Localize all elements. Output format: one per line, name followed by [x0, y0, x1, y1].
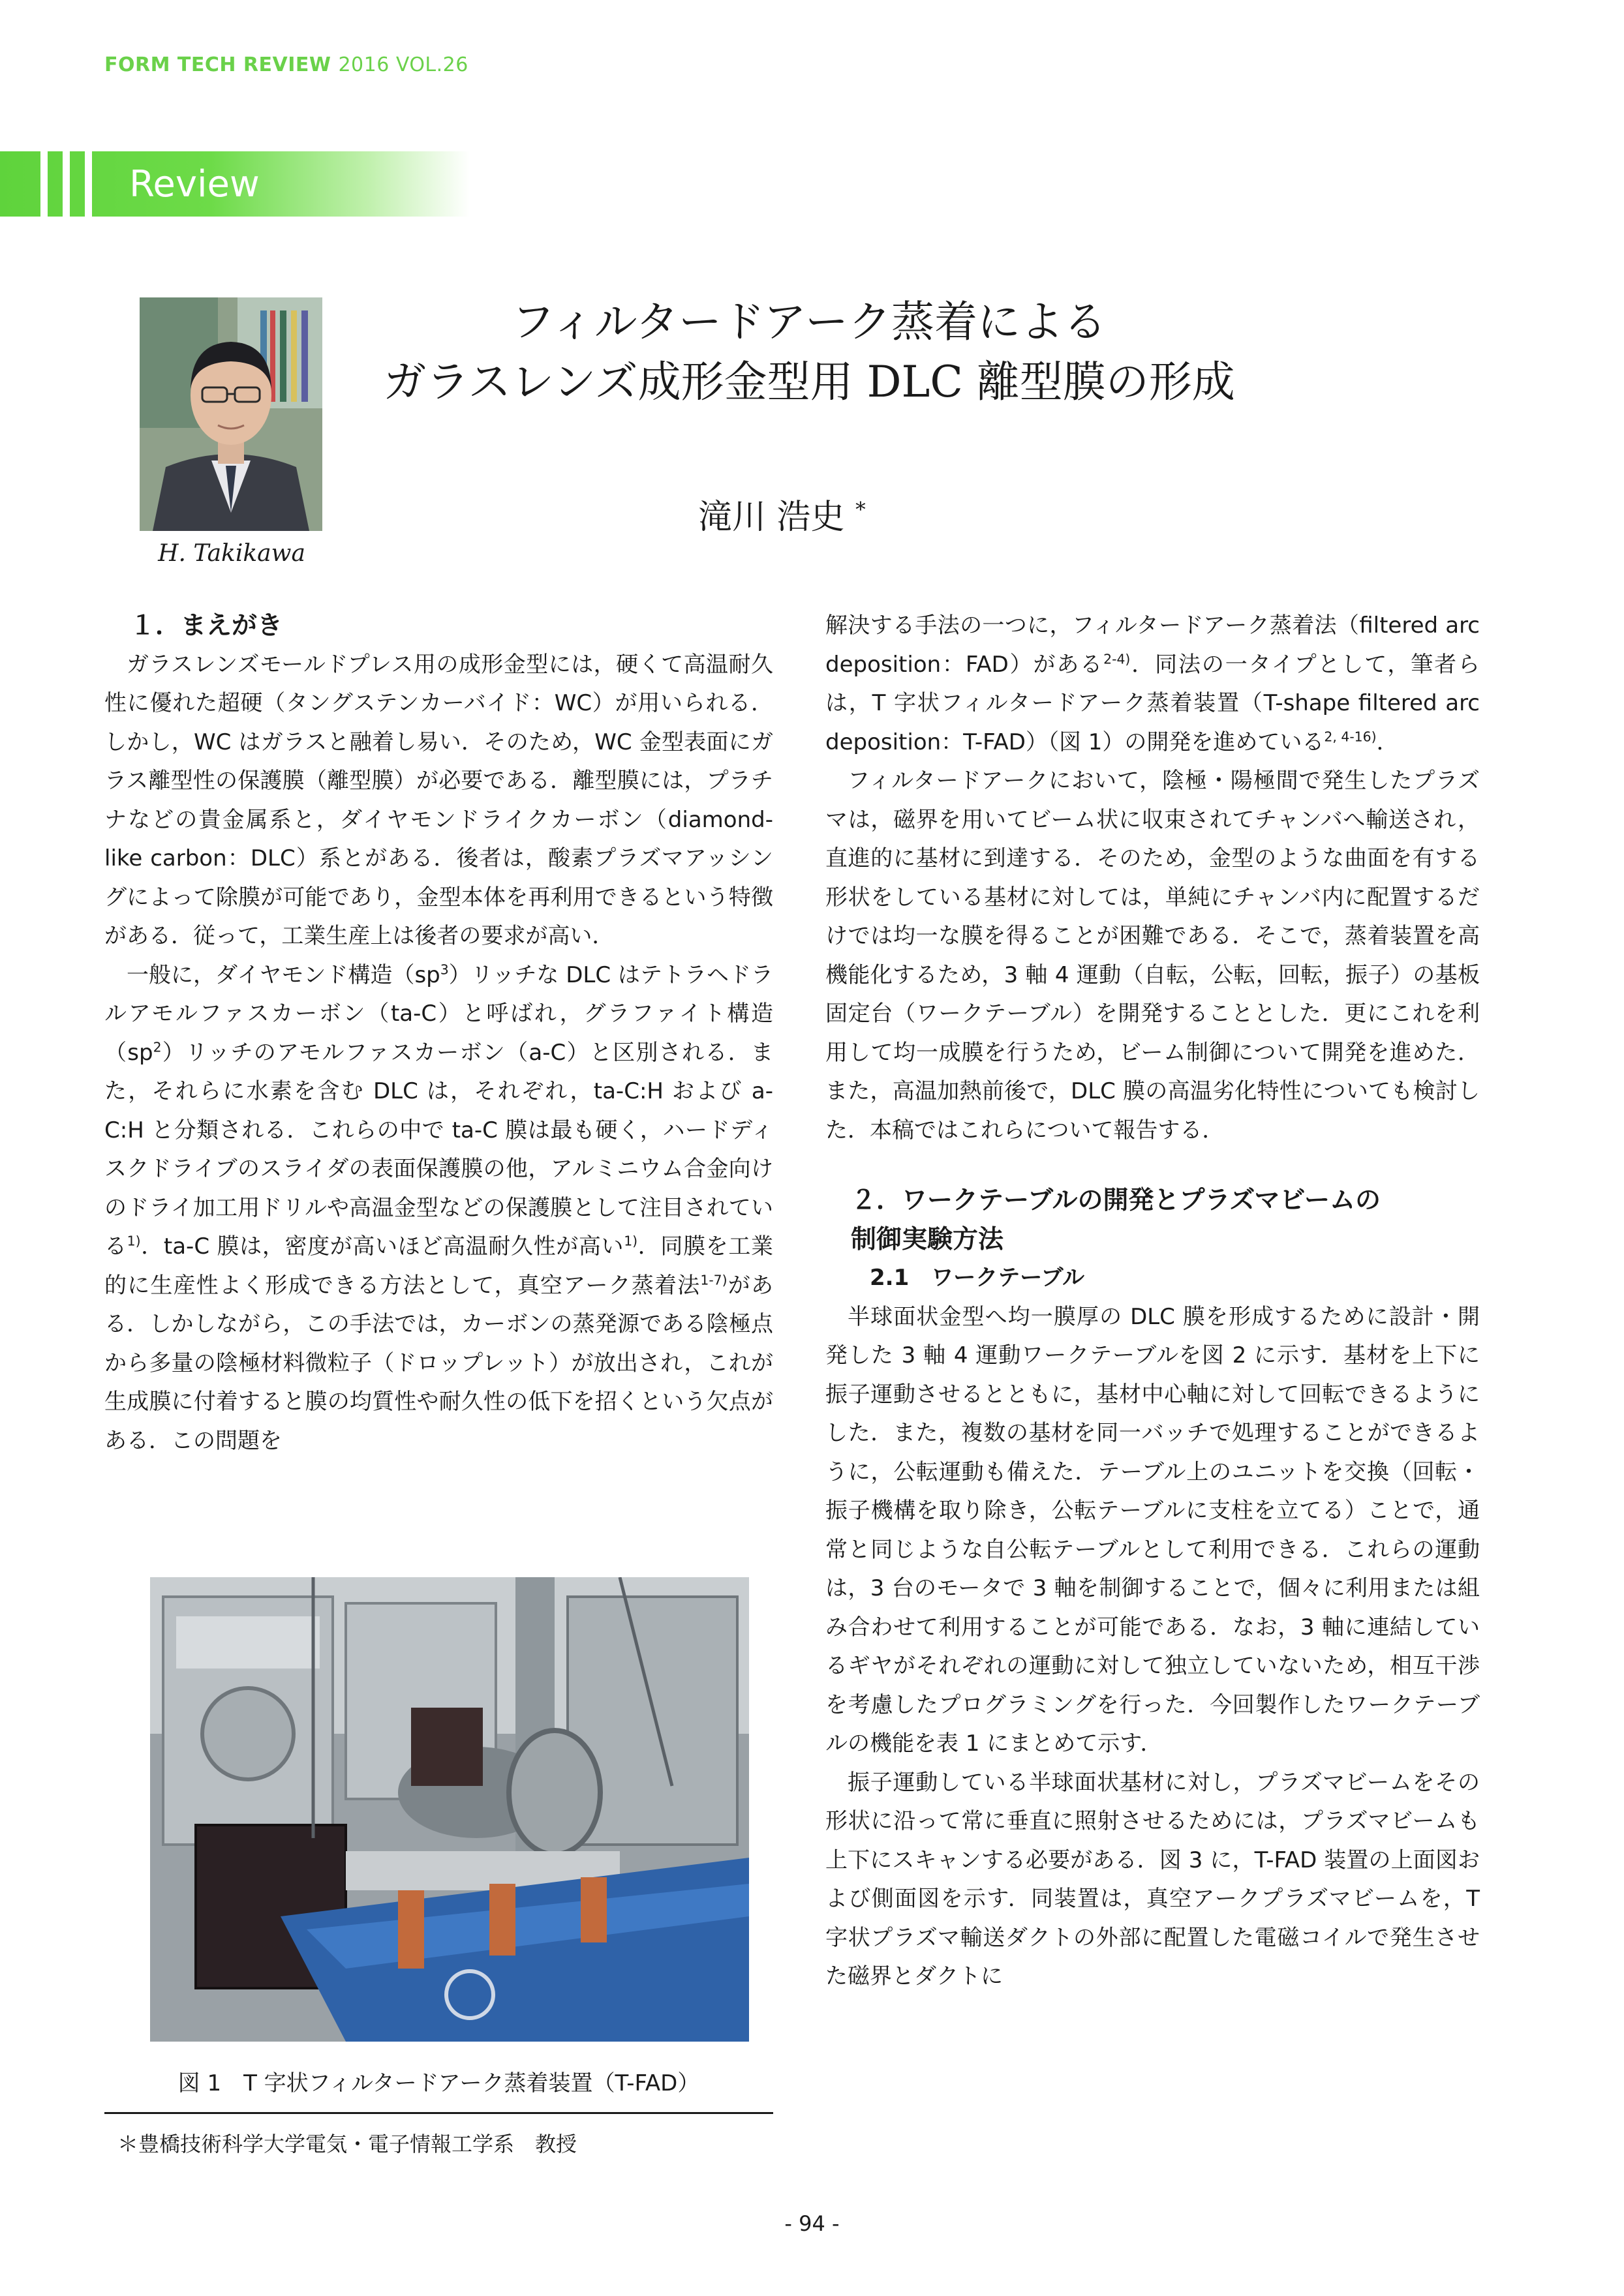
- portrait-caption: H. Takikawa: [158, 540, 305, 567]
- banner-label: Review: [129, 163, 260, 205]
- subsection-2-1-heading: 2.1 ワークテーブル: [870, 1265, 1085, 1291]
- citation: 1): [127, 1233, 141, 1249]
- section-2-heading-line-2: 制御実験方法: [851, 1224, 1004, 1254]
- left-column: [104, 607, 773, 1460]
- citation: 1-7): [700, 1272, 728, 1288]
- text-run: ．: [1376, 729, 1399, 755]
- text-run: 一般に，ダイヤモンド構造（sp: [127, 961, 440, 988]
- page-number: - 94 -: [784, 2211, 840, 2236]
- text-run: がある．しかしながら，この手法では，カーボンの蒸発源である陰極点から多量の陰極材料微粒子（ドロップレット）が放出され，これが生成膜に付着すると膜の均質性や耐久性の低下を招くという欠点がある．この問題を: [104, 1272, 773, 1454]
- right-paragraph-2: フィルタードアークにおいて，陰極・陽極間で発生したプラズマは，磁界を用いてビーム状に収束されてチャンバへ輸送され，直進的に基材に到達する．そのため，金型のような曲面を有する形状をしている基材に対しては，単純にチャンバ内に配置するだけでは均一な膜を得ることが困難である．そこで，蒸着装置を高機能化するため，3 軸 4 運動（自転，公転，回転，振子）の基板固定台（ワークテーブル）を開発することとした．更にこれを利用して均一成膜を行うため，ビーム制御について開発を進めた．また，高温加熱前後で，DLC 膜の高温劣化特性についても検討した．本稿ではこれらについて報告する．: [825, 768, 1480, 1143]
- text-run: ．同法の一タイプとして，筆者らは，T 字状フィルタードアーク蒸着装置（T-shape filtered arc deposition：T-FAD）（図 1）の開発を進めている: [825, 651, 1480, 755]
- subsection-2-1-paragraph-1: 半球面状金型へ均一膜厚の DLC 膜を形成するために設計・開発した 3 軸 4 運動ワークテーブルを図 2 に示す．基材を上下に振子運動させるとともに，基材中心軸に対して回転できるようにした．また，複数の基材を同一バッチで処理することができるように，公転運動も備えた．テーブル上のユニットを交換（回転・振子機構を取り除き，公転テーブルに支柱を立てる）ことで，通常と同じような自公転テーブルとして利用できる．これらの運動は，3 台のモータで 3 軸を制御することで，個々に利用または組み合わせて利用することが可能である．なお，3 軸に連結しているギヤがそれぞれの運動に対して独立していないため，相互干渉を考慮したプログラミングを行った．今回製作したワークテーブルの機能を表 1 にまとめて示す．: [825, 1303, 1480, 1757]
- figure-1-caption: 図 1 T 字状フィルタードアーク蒸着装置（T-FAD）: [177, 2070, 700, 2096]
- text-run: ）リッチのアモルファスカーボン（a-C）と区別される．また，それらに水素を含む DLC は，それぞれ，ta-C:H および a-C:H と分類される．これらの中で ta-C 膜は最も硬く，ハードディスクドライブのスライダの表面保護膜の他，アルミニウム合金向けのドライ加工用ドリルや高温金型などの保護膜として注目されている: [104, 1039, 773, 1260]
- portrait-image: [140, 297, 322, 531]
- article-title: [339, 292, 1279, 412]
- banner-stripe: [63, 151, 70, 217]
- author-name: [698, 489, 866, 538]
- journal-volume: 2016 VOL.26: [338, 53, 468, 76]
- footnote-divider: [104, 2112, 773, 2114]
- superscript: 3: [440, 961, 449, 978]
- text-run: ）リッチな DLC はテトラヘドラルアモルファスカーボン（ta-C）と呼ばれ，グラファイト構造（sp: [104, 961, 773, 1066]
- intro-paragraph-2: [104, 956, 773, 1461]
- title-line-1: フィルタードアーク蒸着による: [511, 297, 1107, 347]
- apparatus-photo: [150, 1577, 749, 2042]
- citation: 2-4): [1103, 651, 1131, 667]
- intro-paragraph-1: ガラスレンズモールドプレス用の成形金型には，硬くて高温耐久性に優れた超硬（タングステンカーバイド：WC）が用いられる．しかし，WC はガラスと融着し易い．そのため，WC 金型表面にガラス離型性の保護膜（離型膜）が必要である．離型膜には，プラチナなどの貴金属系と，ダイヤモンドライクカーボン（diamond-like carbon：DLC）系とがある．後者は，酸素プラズマアッシングによって除膜が可能であり，金型本体を再利用できるという特徴がある．従って，工業生産上は後者の要求が高い．: [104, 651, 773, 949]
- title-line-2: ガラスレンズ成形金型用 DLC 離型膜の形成: [383, 357, 1235, 407]
- author-text: 滝川 浩史: [698, 498, 845, 537]
- subsection-2-1-paragraph-2: 振子運動している半球面状基材に対し，プラズマビームをその形状に沿って常に垂直に照射させるためには，プラズマビームも上下にスキャンする必要がある．図 3 に，T-FAD 装置の上面図および側面図を示す．同装置は，真空アークプラズマビームを，T 字状プラズマ輸送ダクトの外部に配置した電磁コイルで発生させた磁界とダクトに: [825, 1769, 1480, 1989]
- author-mark: *: [855, 498, 866, 522]
- section-banner: [0, 151, 470, 217]
- figure-1-photo: [150, 1577, 749, 2042]
- text-run: 解決する手法の一つに，フィルタードアーク蒸着法（filtered arc deposition：FAD）がある: [825, 612, 1480, 678]
- text-run: ．ta-C 膜は，密度が高いほど高温耐久性が高い: [140, 1233, 624, 1260]
- right-column: [825, 607, 1480, 1997]
- section-spacer: [825, 1150, 1480, 1181]
- journal-name: FORM TECH REVIEW: [104, 53, 331, 76]
- author-portrait: [140, 297, 322, 531]
- banner-stripe: [40, 151, 48, 217]
- section-1-heading: １．まえがき: [130, 611, 283, 641]
- author-affiliation-footnote: ＊豊橋技術科学大学電気・電子情報工学系 教授: [117, 2132, 577, 2156]
- section-2-heading-line-1: ２．ワークテーブルの開発とプラズマビームの: [851, 1186, 1381, 1215]
- text-run: ．同膜を工業的に生産性よく形成できる方法として，真空アーク蒸着法: [104, 1233, 774, 1299]
- running-header: [104, 53, 468, 76]
- banner-stripe: [85, 151, 92, 217]
- right-paragraph-1: [825, 607, 1480, 762]
- superscript: 2: [153, 1039, 162, 1055]
- citation: 1): [624, 1233, 638, 1249]
- citation: 2, 4-16): [1324, 729, 1377, 745]
